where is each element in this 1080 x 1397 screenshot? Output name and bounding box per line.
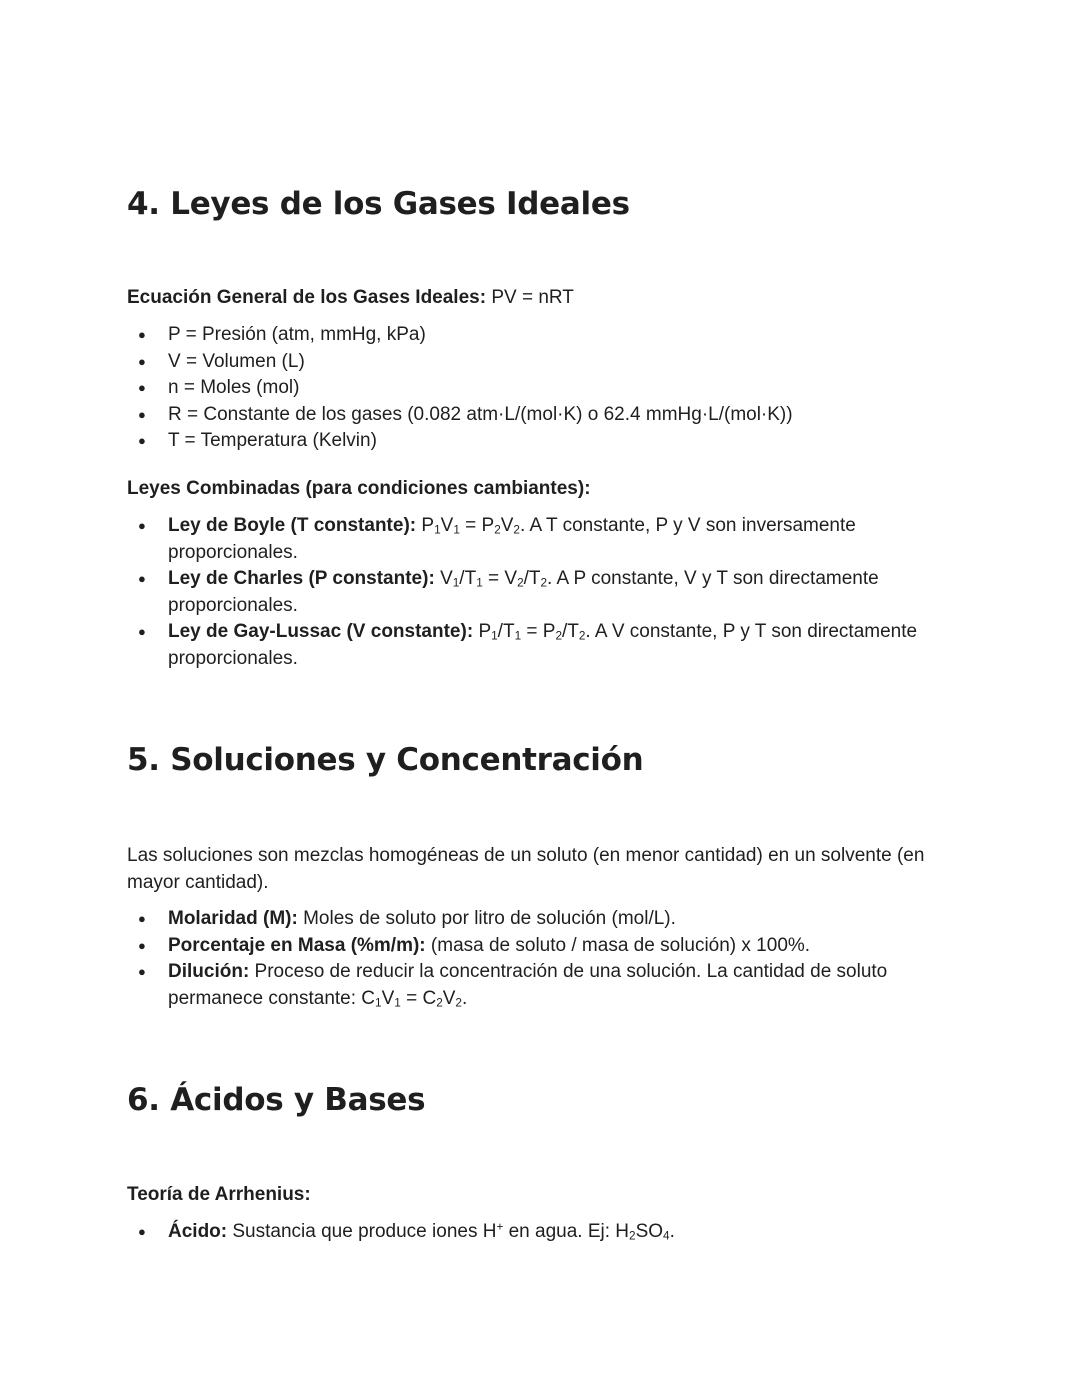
list-item bbox=[127, 322, 957, 349]
combined-laws-heading bbox=[127, 476, 957, 503]
variable-pressure: P = Presión (atm, mmHg, kPa) bbox=[168, 324, 426, 345]
law-charles: ● Ley de Charles (P constante): $V_1/T_1 = V_2/T_2$. A P constante, V y T son directamente proporcionales. bbox=[127, 566, 957, 619]
law-gay-lussac: ● Ley de Gay-Lussac (V constante): $P_1/T_1 = P_2/T_2$. A V constante, P y T son directamente proporcionales. bbox=[127, 619, 957, 672]
ideal-gas-equation bbox=[127, 285, 957, 312]
law-boyle: ● Ley de Boyle (T constante): $P_1V_1 = P_2V_2$. A T constante, P y V son inversamente proporcionales. bbox=[127, 513, 957, 566]
item-label: Molaridad (M): bbox=[168, 908, 298, 929]
combined-laws-list bbox=[127, 513, 957, 672]
list-item bbox=[127, 402, 957, 429]
gas-variables-list bbox=[127, 322, 957, 455]
law-description: . A V constante, P y T son directamente proporcionales. bbox=[168, 621, 918, 669]
section-4-title: 4. Leyes de los Gases Ideales bbox=[127, 186, 630, 222]
arrhenius-heading bbox=[127, 1182, 957, 1209]
solutions-intro: Las soluciones son mezclas homogéneas de un soluto (en menor cantidad) en un solvente (en mayor cantidad). bbox=[127, 845, 925, 893]
law-label: Ley de Gay-Lussac (V constante): bbox=[168, 621, 474, 642]
item-label: Porcentaje en Masa (%m/m): bbox=[168, 934, 426, 956]
variable-gas-constant: R = Constante de los gases (0.082 atm·L/(mol·K) o 62.4 mmHg·L/(mol·K)) bbox=[168, 403, 793, 425]
item-text: (masa de soluto / masa de solución) x 100%. bbox=[425, 934, 811, 956]
law-description: . A P constante, V y T son directamente proporcionales. bbox=[168, 568, 879, 616]
variable-temperature: T = Temperatura (Kelvin) bbox=[168, 430, 377, 451]
item-label: Dilución: bbox=[168, 961, 250, 982]
item-label: Ácido: bbox=[168, 1221, 228, 1242]
item-mass-percent bbox=[127, 933, 957, 960]
item-acid: ● Ácido: Sustancia que produce iones H+ en agua. Ej: $H_2SO_4$. bbox=[127, 1219, 957, 1246]
item-dilution: ● Dilución: Proceso de reducir la concentración de una solución. La cantidad de soluto permanece constante: $C_1V_1 = C_2V_2$. bbox=[127, 959, 957, 1012]
law-label: Ley de Charles (P constante): bbox=[168, 568, 435, 589]
acid-base-list bbox=[127, 1219, 957, 1246]
item-molarity bbox=[127, 906, 957, 933]
ideal-gas-equation-label: Ecuación General de los Gases Ideales: bbox=[127, 287, 487, 308]
ideal-gas-equation-value: PV = nRT bbox=[486, 287, 574, 308]
section-5-title: 5. Soluciones y Concentración bbox=[127, 742, 644, 778]
list-item bbox=[127, 428, 957, 455]
list-item bbox=[127, 349, 957, 376]
law-description: . A T constante, P y V son inversamente proporcionales. bbox=[168, 515, 856, 563]
section-6-title: 6. Ácidos y Bases bbox=[127, 1082, 426, 1118]
law-label: Ley de Boyle (T constante): bbox=[168, 515, 417, 536]
item-text: Moles de soluto por litro de solución (mol/L). bbox=[297, 908, 676, 929]
concentration-list bbox=[127, 906, 957, 1012]
combined-laws-heading-text: Leyes Combinadas (para condiciones cambiantes): bbox=[127, 478, 591, 499]
item-text: Proceso de reducir la concentración de una solución. La cantidad de soluto permanece constante: bbox=[168, 961, 888, 1009]
variable-moles: n = Moles (mol) bbox=[168, 377, 300, 398]
list-item bbox=[127, 375, 957, 402]
arrhenius-heading-text: Teoría de Arrhenius: bbox=[127, 1184, 311, 1205]
variable-volume: V = Volumen (L) bbox=[168, 350, 305, 372]
